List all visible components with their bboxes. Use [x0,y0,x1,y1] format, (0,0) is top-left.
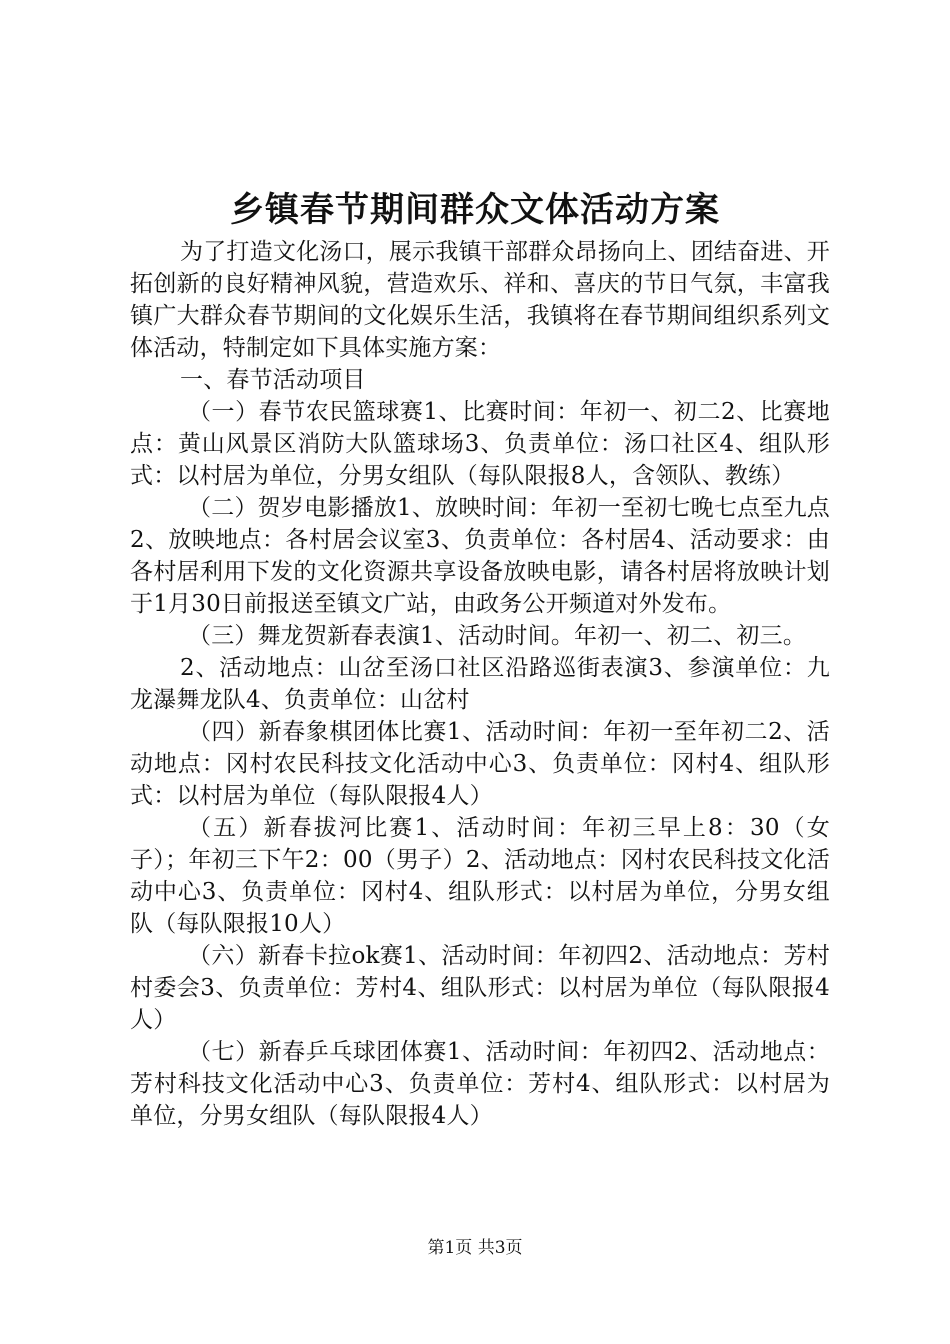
item-basketball: （一）春节农民篮球赛1、比赛时间：年初一、初二2、比赛地点：黄山风景区消防大队篮球场3、负责单位：汤口社区4、组队形式：以村居为单位，分男女组队（每队限报8人，含领队、教练） [130,399,830,489]
intro-paragraph: 为了打造文化汤口，展示我镇干部群众昂扬向上、团结奋进、开拓创新的良好精神风貌，营造欢乐、祥和、喜庆的节日气氛，丰富我镇广大群众春节期间的文化娱乐生活，我镇将在春节期间组织系列文体活动，特制定如下具体实施方案： [130,239,830,361]
item-karaoke: （六）新春卡拉ok赛1、活动时间：年初四2、活动地点：芳村村委会3、负责单位：芳村4、组队形式：以村居为单位（每队限报4人） [130,943,830,1033]
document-title: 乡镇春节期间群众文体活动方案 [230,190,720,230]
item-dragon-dance: （三）舞龙贺新春表演1、活动时间。年初一、初二、初三。 [188,623,807,649]
item-movie: （二）贺岁电影播放1、放映时间：年初一至初七晚七点至九点2、放映地点：各村居会议室3、负责单位：各村居4、活动要求：由各村居利用下发的文化资源共享设备放映电影，请各村居将放映计划于1月30日前报送至镇文广站，由政务公开频道对外发布。 [130,495,830,617]
page-indicator: 第1页 共3页 [427,1238,523,1258]
item-dragon-dance-cont: 2、活动地点：山岔至汤口社区沿路巡街表演3、参演单位：九龙瀑舞龙队4、负责单位：山岔村 [130,655,830,713]
item-tug-of-war: （五）新春拔河比赛1、活动时间：年初三早上8：30（女子）；年初三下午2：00（男子）2、活动地点：冈村农民科技文化活动中心3、负责单位：冈村4、组队形式：以村居为单位，分男女组队（每队限报10人） [130,815,830,937]
item-chess: （四）新春象棋团体比赛1、活动时间：年初一至年初二2、活动地点：冈村农民科技文化活动中心3、负责单位：冈村4、组队形式：以村居为单位（每队限报4人） [130,719,830,809]
item-table-tennis: （七）新春乒乓球团体赛1、活动时间：年初四2、活动地点：芳村科技文化活动中心3、负责单位：芳村4、组队形式：以村居为单位，分男女组队（每队限报4人） [130,1039,830,1129]
section-heading: 一、春节活动项目 [180,367,366,393]
document-body [130,236,830,1132]
